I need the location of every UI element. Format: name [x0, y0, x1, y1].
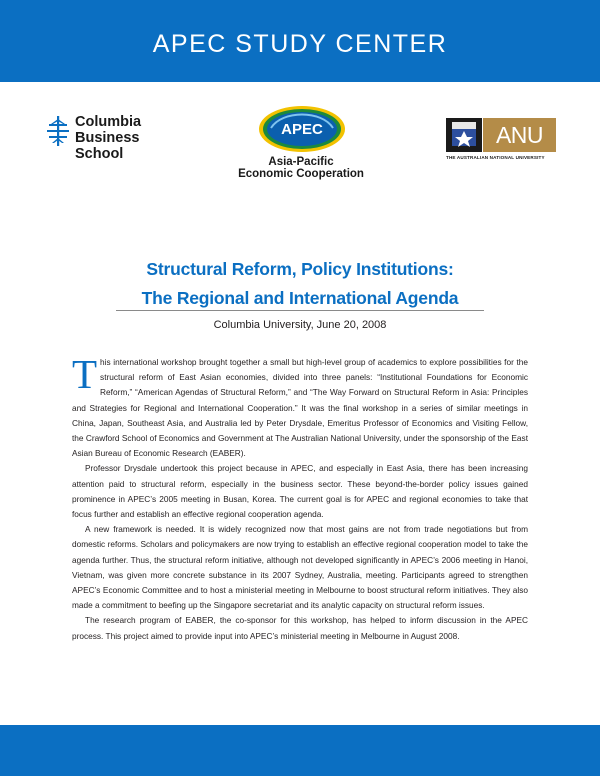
apec-caption [232, 156, 370, 180]
document-body [72, 351, 528, 644]
page-header-title: APEC STUDY CENTER [152, 30, 448, 58]
footer-band [0, 725, 600, 776]
apec-emblem-text: APEC [281, 121, 323, 138]
apec-caption-line-2: Economic Cooperation [238, 168, 364, 180]
anu-wordmark: ANU [495, 122, 544, 148]
cbs-line-3: School [75, 146, 124, 162]
paragraph-3: A new framework is needed. It is widely recognized now that most gains are not from trade negotiations but from domestic reforms. Scholars and policymakers are now trying to establish an effective regional cooperation model to take the agenda further. Thus, the structural reform initiative, although not developed significantly in APEC’s 2006 meeting in Hanoi, Vietnam, was given more concrete substance in its 2007 Sydney, Australia, meeting. Participants agreed to strengthen APEC’s Economic Committee and to host a ministerial meeting in Melbourne to boost structural reform initiatives. They also made a commitment to beefing up the Singapore secretariat and its analytic capacity on structural reform issues. [72, 524, 528, 611]
paragraph-4: The research program of EABER, the co-sponsor for this workshop, has helped to inform discussion in the APEC process. This project aimed to provide input into APEC’s ministerial meeting in Melbourne in August 2008. [72, 615, 528, 641]
document-subtitle: Columbia University, June 20, 2008 [213, 319, 387, 331]
header-band [0, 0, 600, 82]
document-title-line-2: The Regional and International Agenda [141, 288, 459, 308]
anu-crest-icon [446, 118, 482, 152]
cbs-line-1: Columbia [75, 114, 142, 130]
anu-wordmark-block [483, 118, 556, 152]
anu-subtitle: THE AUSTRALIAN NATIONAL UNIVERSITY [446, 155, 545, 160]
title-divider [116, 310, 484, 311]
columbia-crown-icon [45, 116, 71, 146]
anu-logo [446, 118, 556, 166]
cbs-line-2: Business [75, 130, 140, 146]
paragraph-1 [72, 351, 528, 461]
apec-caption-line-1: Asia-Pacific [268, 156, 334, 168]
document-title [60, 255, 540, 313]
apec-globe-icon [257, 104, 347, 154]
columbia-business-school-logo [45, 114, 165, 166]
drop-cap: T [72, 351, 98, 397]
document-title-line-1: Structural Reform, Policy Institutions: [146, 259, 454, 279]
paragraph-1-text: his international workshop brought together a small but high-level group of academics to explore possibilities for the structural reform of East Asian economies, divided into three panels: “Institutional Foundations for Economic Reform,” “American Agendas of Structural Reform,” and “The Way Forward on Structural Reform in Asia: Principles and Strategies for Regional and International Cooperation.” It was the final workshop in a series of similar meetings in China, Japan, Southeast Asia, and Australia led by Peter Drysdale, Emeritus Professor of Economics and Visiting Fellow, the Crawford School of Economics and Government at The Australian National University, under the sponsorship of the East Asian Bureau of Economic Research (EABER). [72, 357, 528, 459]
apec-logo [232, 104, 370, 184]
paragraph-2: Professor Drysdale undertook this project because in APEC, and especially in East Asia, there has been increasing attention paid to structural reform, especially in the business sector. These beyond-the-border policy issues gained prominence in APEC’s 2005 meeting in Busan, Korea. The current goal is for APEC and regional economies to take that focus further and establish an effective regional cooperation agenda. [72, 463, 528, 520]
columbia-business-school-wordmark [75, 114, 175, 162]
